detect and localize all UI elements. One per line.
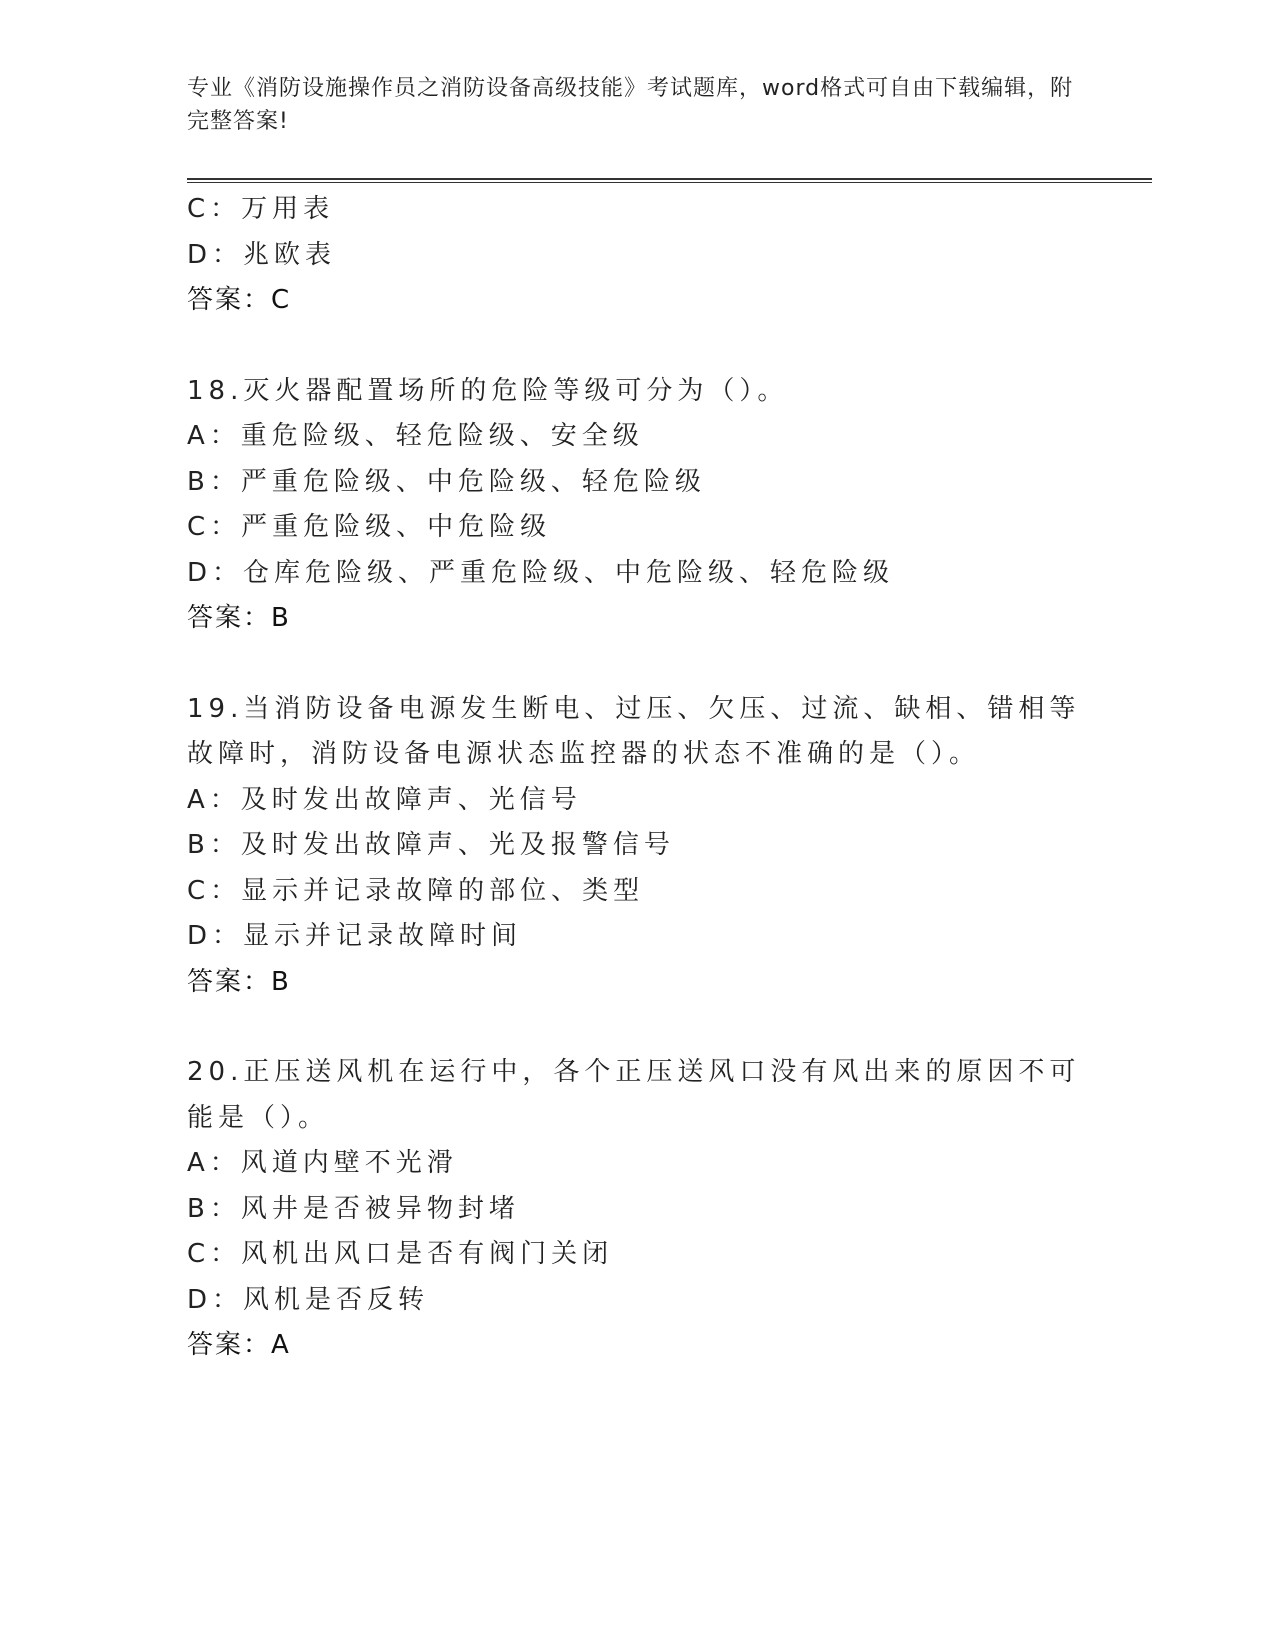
- option-b: B：严重危险级、中危险级、轻危险级: [187, 466, 706, 497]
- question-stem: 20.正压送风机在运行中，各个正压送风口没有风出来的原因不可能是（）。: [187, 1057, 1081, 1133]
- header-divider: [187, 178, 1152, 183]
- option-a: A：风道内壁不光滑: [187, 1148, 458, 1178]
- question-stem: 18.灭火器配置场所的危险等级可分为（）。: [187, 375, 789, 406]
- option-d: D：仓库危险级、严重危险级、中危险级、轻危险级: [187, 557, 895, 588]
- answer-line: 答案：C: [187, 285, 292, 315]
- answer-line: 答案：B: [187, 966, 291, 997]
- option-a: A：重危险级、轻危险级、安全级: [187, 421, 644, 451]
- question-stem: 19.当消防设备电源发生断电、过压、欠压、过流、缺相、错相等故障时，消防设备电源状态监控器的状态不准确的是（）。: [187, 693, 1081, 769]
- option-d: D：显示并记录故障时间: [187, 921, 523, 951]
- option-c: C：风机出风口是否有阀门关闭: [187, 1239, 614, 1269]
- option-c: C：严重危险级、中危险级: [187, 512, 552, 542]
- question-19: [187, 687, 1087, 1006]
- answer-line: 答案：B: [187, 603, 291, 633]
- option-d: D：兆欧表: [187, 239, 337, 270]
- question-20: [187, 1050, 1087, 1369]
- question-list: [187, 187, 1087, 1369]
- option-c: C：万用表: [187, 194, 335, 224]
- answer-line: 答案：A: [187, 1330, 291, 1360]
- option-b: B：风井是否被异物封堵: [187, 1193, 520, 1224]
- document-header: 专业《消防设施操作员之消防设备高级技能》考试题库，word格式可自由下载编辑，附完整答案!: [187, 76, 1074, 134]
- partial-question: [187, 187, 1087, 324]
- option-a: A：及时发出故障声、光信号: [187, 784, 582, 815]
- question-18: [187, 369, 1087, 642]
- option-c: C：显示并记录故障的部位、类型: [187, 875, 645, 906]
- option-b: B：及时发出故障声、光及报警信号: [187, 830, 675, 860]
- option-d: D：风机是否反转: [187, 1284, 430, 1315]
